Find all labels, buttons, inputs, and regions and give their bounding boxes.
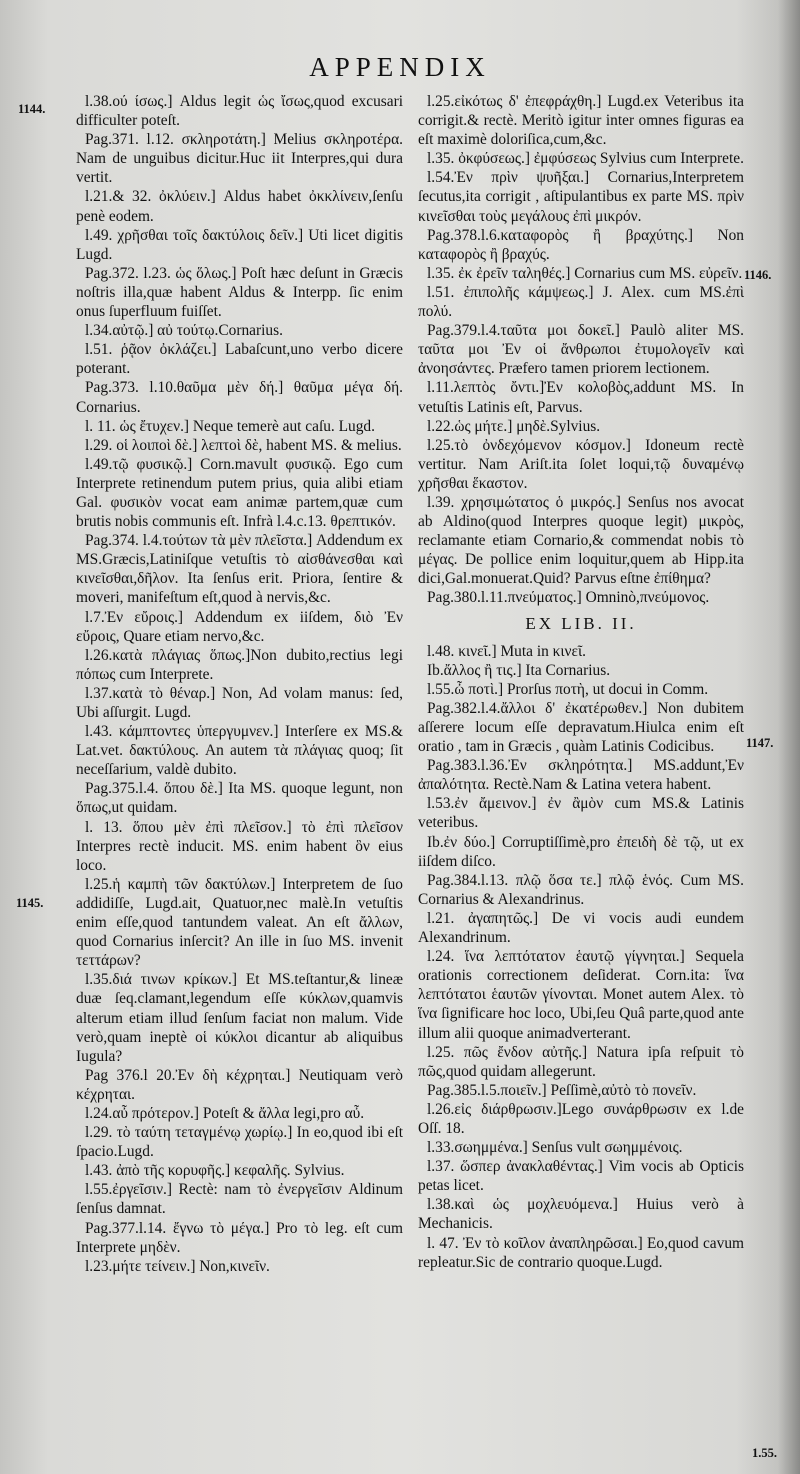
annotation-entry: Pag.373. l.10.θαῦμα μὲν δή.] θαῦμα μέγα δή. Cornarius. — [76, 379, 403, 416]
annotation-entry: l.25.ἡ καμπὴ τῶν δακτύλων.] Interpretem de ſuo addidiſſe, Lugd.ait, Quatuor,nec malè.In vetuſtis enim eſſe,quod tantundem valeat. An eſt ἄλλων, quod Cornarius inſercit? An ille in ſuo MS. invenit τεττάρων? — [76, 875, 403, 970]
annotation-entry: l.55.ἐργεῖσιν.] Rectè: nam τὸ ἐνεργεῖσιν Aldinum ſenſus damnat. — [76, 1181, 403, 1218]
annotation-entry: l.21.& 32. ὀκλύειν.] Aldus habet ὀκκλίνειν,ſenſu penè eodem. — [76, 188, 403, 225]
annotation-entry: Pag.372. l.23. ὡς ὅλως.] Poſt hæc deſunt in Græcis noſtris illa,quæ habent Aldus & Interpp. ſic enim onus ſuperfluum fuiſſet. — [76, 264, 403, 321]
right-column-lib-two — [418, 642, 744, 1272]
left-column — [76, 92, 403, 1276]
annotation-entry: Ib.ἐν δύο.] Corruptiſſimè,pro ἐπειδὴ δὲ τῷ, ut ex iiſdem diſco. — [418, 833, 744, 870]
annotation-entry: l.25. πῶς ἔνδον αὐτῆς.] Natura ipſa reſpuit τὸ πῶς,quod quidam allegerunt. — [418, 1043, 744, 1080]
annotation-entry: l.11.λεπτὸς ὄντι.]Ἐν κολοβὸς,addunt MS. In vetuſtis Latinis eſt, Parvus. — [418, 379, 744, 416]
margin-number-1145: 1145. — [16, 896, 44, 910]
annotation-entry: l.35. ὀκφύσεως.] ἐμφύσεως Sylvius cum Interprete. — [427, 150, 744, 168]
annotation-entry: Pag 376.l 20.Ἐν δὴ κέχρηται.] Neutiquam verò κέχρηται. — [76, 1066, 403, 1103]
margin-number-1147: 1147. — [746, 736, 774, 750]
page-edge-shadow — [778, 0, 800, 1474]
annotation-entry: l. 11. ὡς ἔτυχεν.] Neque temerè aut caſu. Lugd. — [85, 417, 375, 435]
annotation-entry: l.54.Ἐν πρὶν ψυῆξαι.] Cornarius,Interpretem ſecutus,ita corrigit , aſtipulantibus ex parte MS. πρὶν κινεῖσθαι τοὺς μεγάλους ἐπὶ μικρόν. — [418, 169, 744, 225]
annotation-entry: l.43. ἀπὸ τῆς κορυφῆς.] κεφαλῆς. Sylvius. — [85, 1162, 345, 1180]
annotation-entry: l.24.αὖ πρότερον.] Poteſt & ἄλλα legi,pro αὖ. — [85, 1104, 365, 1122]
annotation-entry: l.49.τῷ φυσικῷ.] Corn.mavult φυσικῷ. Ego cum Interprete retinendum putem prius, quia alibi etiam Gal. φυσικὸν vocat eam animæ partem,quæ cum brutis nobis communis eſt. Infrà l.4.c.13. θρεπτικόν. — [76, 455, 403, 531]
annotation-entry: l.29. οἱ λοιποὶ δὲ.] λεπτοὶ δὲ, habent MS. & melius. — [85, 436, 402, 454]
annotation-entry: l.49. χρῆσθαι τοῖς δακτύλοις δεῖν.] Uti licet digitis Lugd. — [76, 226, 403, 263]
annotation-entry: Pag.378.l.6.καταφορὸς ἢ βραχύτης.] Non καταφορὸς ἢ βραχύς. — [418, 226, 744, 263]
annotation-entry: l.35. ἐκ ἐρεῖν ταληθές.] Cornarius cum MS. εὐρεῖν. — [427, 264, 743, 282]
annotation-entry: l.26.εἰς διάρθρωσιν.]Lego συνάρθρωσιν ex l.de Oſſ. 18. — [418, 1100, 744, 1137]
annotation-entry: l.48. κινεῖ.] Muta in κινεῖ. — [427, 642, 586, 660]
annotation-entry: l.24. ἵνα λεπτότατον ἑαυτῷ γίγνηται.] Sequela orationis correctionem deſiderat. Corn.ita: ἵνα λεπτότατοι ἑαυτῶν γίνονται. Monet autem Alex. τὸ ἵνα ſignificare hoc loco, Ubi,ſeu Quâ parte,quod ante illum alii quoque animadverterant. — [418, 948, 744, 1042]
annotation-entry: l.38.ού ίσως.] Aldus legit ὡς ἴσως,quod excusari difficulter poteſt. — [76, 93, 403, 130]
annotation-entry: Pag.383.l.36.Ἐν σκληρότητα.] MS.addunt,Ἐν ἀπαλότητα. Rectè.Nam & Latina vetera habent. — [418, 757, 744, 794]
annotation-entry: Pag.374. l.4.τούτων τὰ μὲν πλεῖστα.] Addendum ex MS.Græcis,Latiniſque vetuſtis τὸ αἰσθάνεσθαι καὶ κινεῖσθαι,δῆλον. Ita ſenſus erit. Priora, ſentire & moveri, manifeſtum eſt,quod à nervis,&c. — [76, 532, 403, 607]
page-header: APPENDIX — [309, 52, 491, 82]
annotation-entry: Pag.377.l.14. ἔγνω τὸ μέγα.] Pro τὸ leg. eſt cum Interprete μηδὲν. — [76, 1219, 403, 1256]
annotation-entry: Pag.384.l.13. πλῷ ὅσα τε.] πλῷ ἑνός. Cum MS. Cornarius & Alexandrinus. — [418, 871, 744, 908]
annotation-entry: l.43. κάμπτοντες ὑπεργυμνεν.] Interſere ex MS.& Lat.vet. δακτύλους. An autem τὰ πλάγιας quoq; ſit neceſſarium, valdè dubito. — [76, 723, 403, 779]
annotation-entry: Pag.382.l.4.ἄλλοι δ' ἐκατέρωθεν.] Non dubitem aſſerere locum eſſe depravatum.Hiulca enim eſt oratio , tam in Græcis , quàm Latinis Codicibus. — [418, 699, 744, 756]
annotation-entry: Pag.375.l.4. ὅπου δὲ.] Ita MS. quoque legunt, non ὅπως,ut quidam. — [76, 780, 403, 817]
annotation-entry: l.39. χρησιμώτατος ὁ μικρός.] Senſus nos avocat ab Aldino(quod Interpres quoque legit) μικρὸς, reclamante etiam Cornario,& commendat nobis τὸ μέγας. De pollice enim loquitur,quem ab Hipp.ita dici,Gal.monuerat.Quid? Parvus eſtne ἐπίθημα? — [418, 493, 744, 588]
annotation-entry: l.33.σωημμένα.] Senſus vult σωημμένοις. — [427, 1139, 683, 1157]
annotation-entry: l.25.τὸ ὀνδεχόμενον κόσμον.] Idoneum rectè vertitur. Nam Ariſt.ita ſolet loqui,τῷ δυναμένῳ χρῆσθαι ἕκαστον. — [418, 436, 744, 492]
annotation-entry: l.51. ἐπιπολῆς κάμψεως.] J. Alex. cum MS.ἐπὶ πολύ. — [418, 283, 744, 321]
annotation-entry: l.22.ὡς μήτε.] μηδὲ.Sylvius. — [427, 417, 601, 435]
annotation-entry: l.37. ὥσπερ ἀνακλαθέντας.] Vim vocis ab Opticis petas licet. — [418, 1158, 744, 1195]
annotation-entry: l.53.ἐν ἄμεινον.] ἐν ἂμὸν cum MS.& Latinis veteribus. — [418, 795, 744, 832]
annotation-entry: l.51. ῥᾷον ὀκλάζει.] Labaſcunt,uno verbo dicere poterant. — [76, 341, 403, 378]
margin-number-1146: 1146. — [744, 268, 772, 282]
section-heading: EX LIB. II. — [525, 613, 637, 633]
annotation-entry: Pag.380.l.11.πνεύματος.] Omninò,πνεύμονος. — [427, 589, 710, 607]
annotation-entry: l.55.ὦ ποτὶ.] Prorſus ποτὴ, ut docui in Comm. — [427, 680, 709, 698]
annotation-entry: l.35.διά τινων κρίκων.] Et MS.teſtantur,& lineæ duæ ſeq.clamant,legendum eſſe κύκλων,quamvis alterum etiam illud ſenſum faciat non malum. Vide verò,quam ineptè οἱ κύκλοι dicantur ab aliquibus Iugula? — [76, 971, 403, 1065]
annotation-entry: l.25.εἰκότως δ' ἐπεφράχθη.] Lugd.ex Veteribus ita corrigit.& rectè. Meritò igitur inter omnes figuras ea eſt maximè doloriſica,cum,&c. — [418, 93, 744, 149]
annotation-entry: Pag.379.l.4.ταῦτα μοι δοκεῖ.] Paulò aliter MS. ταῦτα μοι Ἐν οἱ ἄνθρωποι ἐτυμολογεῖν καὶ ἀνοησάντες. Præfero tamen priorem lectionem. — [418, 322, 744, 378]
annotation-entry: Pag.385.l.5.ποιεῖν.] Peſſimè,αὐτὸ τὸ πονεῖν. — [427, 1081, 697, 1099]
annotation-entry: l.37.κατὰ τὸ θέναρ.] Non, Ad volam manus: ſed, Ubi aſſurgit. Lugd. — [76, 684, 403, 721]
annotation-entry: Ib.ἄλλος ἢ τις.] Ita Cornarius. — [427, 661, 611, 679]
annotation-entry: l.29. τὸ ταύτη τεταγμένῳ χωρίῳ.] In eo,quod ibi eſt ſpacio.Lugd. — [76, 1124, 403, 1161]
annotation-entry: l.26.κατὰ πλάγιας ὅπως.]Non dubito,rectius legi πόπως cum Interprete. — [76, 646, 403, 683]
annotation-entry: l.38.καὶ ὡς μοχλευόμενα.] Huius verò à Mechanicis. — [418, 1196, 744, 1233]
right-column-lib-one — [418, 92, 744, 608]
margin-number-1144: 1144. — [18, 102, 46, 116]
annotation-entry: l. 13. ὅπου μὲν ἐπὶ πλεῖσον.] τὸ ἐπὶ πλεῖσον Interpres rectè inducit. MS. enim habent ὃν eius loco. — [76, 818, 403, 874]
annotation-entry: l.7.Ἐν εὔροις.] Addendum ex iiſdem, διὸ Ἐν εὔροις, Quare etiam nervo,&c. — [76, 608, 403, 645]
annotation-entry: l.23.μήτε τείνειν.] Non,κινεῖν. — [85, 1257, 270, 1275]
annotation-entry: l. 47. Ἐν τὸ κοῖλον ἀναπληρῶσαι.] Eo,quod cavum repleatur.Sic de contrario quoque.Lugd. — [418, 1234, 744, 1271]
annotation-entry: l.21. ἀγαπητῶς.] De vi vocis audi eundem Alexandrinum. — [418, 909, 744, 947]
right-column — [418, 92, 744, 1272]
margin-number-bottom: 1.55. — [752, 1446, 777, 1460]
annotation-entry: l.34.αὐτῷ.] αὐ τούτῳ.Cornarius. — [85, 322, 283, 340]
annotation-entry: Pag.371. l.12. σκληροτάτη.] Melius σκληροτέρα. Nam de unguibus dicitur.Huc iit Interpres,qui dura vertit. — [76, 131, 403, 187]
